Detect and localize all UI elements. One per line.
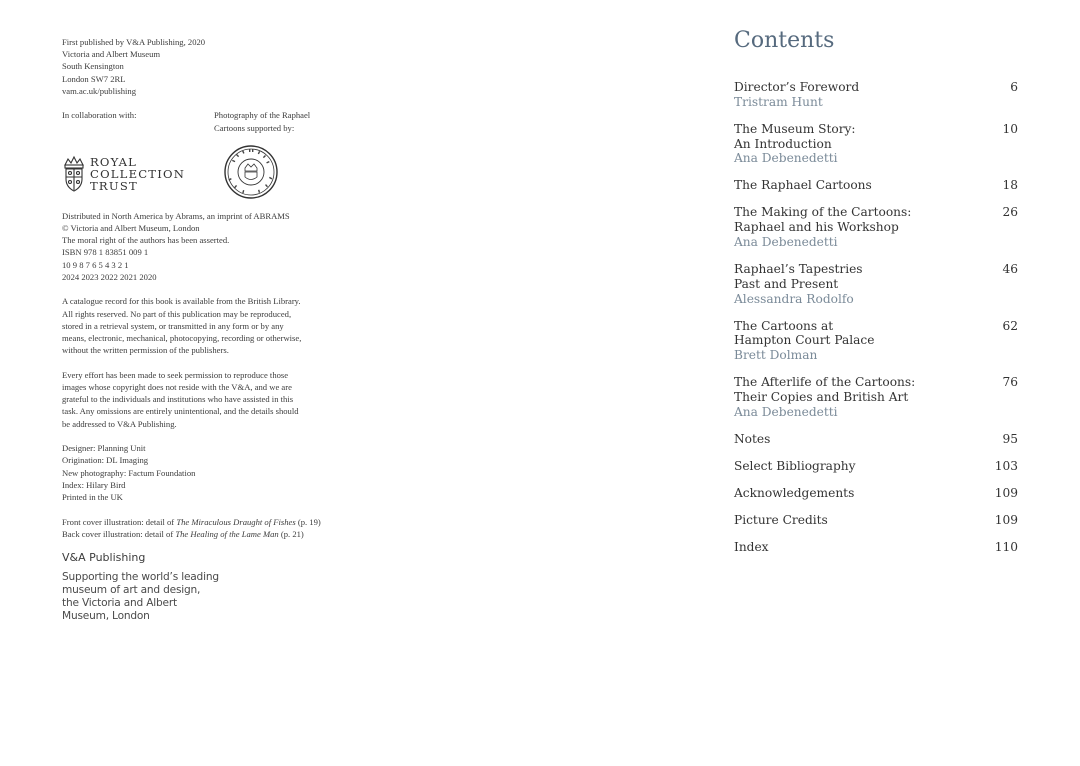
contents-entry-title: Index [734,539,769,554]
logo-line: TRUST [90,178,138,193]
print-number-line: 10 9 8 7 6 5 4 3 2 1 [62,259,129,270]
photography-label-line: Photography of the Raphael [214,110,311,121]
contents-entry [734,540,1018,555]
permissions-line: grateful to the individuals and institutions who have assisted in this [62,394,294,405]
imprint-line: Victoria and Albert Museum [62,49,161,60]
contents-entry-title: Raphael’s Tapestries [734,261,863,276]
collaboration-row [62,109,352,133]
contents-entry-author: Ana Debenedetti [734,234,838,249]
contents-entry [734,178,1018,193]
contents-entry-title: An Introduction [734,136,832,151]
imprint-line: First published by V&A Publishing, 2020 [62,37,206,47]
copyright-notice: © Victoria and Albert Museum, London [62,223,200,234]
contents-entry-title: The Museum Story: [734,121,856,136]
credit-line: Index: Hilary Bird [62,479,126,490]
contents-entry-author: Ana Debenedetti [734,404,838,419]
imprint-block [62,36,352,97]
rights-line: without the written permission of the publishers. [62,345,229,356]
contents-entry-author: Brett Dolman [734,348,818,363]
contents-entry-title: Hampton Court Palace [734,333,875,348]
contents-entry-page: 46 [1002,261,1018,276]
contents-entry-title: The Cartoons at [734,318,834,333]
distribution-note: Distributed in North America by Abrams, an imprint of ABRAMS [62,210,290,221]
contents-entry [734,205,1018,249]
contents-entry-page: 62 [1002,318,1018,333]
contents-list [734,80,1018,554]
contents-entry-author: Alessandra Rodolfo [734,291,854,306]
contents-entry [734,375,1018,419]
publisher-block [62,552,352,622]
contents-entry-page: 76 [1002,375,1018,390]
print-year-line: 2024 2023 2022 2021 2020 [62,271,157,282]
credit-line: Designer: Planning Unit [62,443,146,454]
contents-entry-title: Raphael and his Workshop [734,220,899,235]
contents-entry-page: 95 [1002,431,1018,446]
photography-label-line: Cartoons supported by: [214,122,295,133]
imprint-line: London SW7 2RL [62,73,126,84]
royal-collection-trust-wordmark [90,156,185,192]
rights-reserved [62,308,352,357]
rights-line: stored in a retrieval system, or transmitted in any form or by any [62,320,284,331]
contents-entry-title: Select Bibliography [734,458,856,473]
credit-line: Printed in the UK [62,492,123,503]
logo-line: ROYAL [90,154,138,169]
crown-crest-icon [62,155,86,193]
contents-entry [734,319,1018,363]
contents-entry-page: 109 [994,512,1018,527]
permissions-line: be addressed to V&A Publishing. [62,418,177,429]
isbn: ISBN 978 1 83851 009 1 [62,247,149,258]
contents-entry-page: 18 [1002,178,1018,193]
credit-line: Origination: DL Imaging [62,455,149,466]
credit-line: New photography: Factum Foundation [62,467,196,478]
contents-entry-title: Notes [734,431,771,446]
permissions-line: task. Any omissions are entirely unintentional, and the details should [62,406,299,417]
contents-entry-page: 103 [994,458,1018,473]
contents-entry [734,80,1018,110]
collaboration-label: In collaboration with: [62,110,137,121]
contents-entry [734,122,1018,166]
tagline-line: the Victoria and Albert [62,596,177,609]
back-cover-credit: Back cover illustration: detail of The Healing of the Lame Man (p. 21) [62,528,304,539]
permissions-line: Every effort has been made to seek permission to reproduce those [62,369,289,380]
contents-entry-title: Past and Present [734,276,839,291]
contents-entry-title: The Making of the Cartoons: [734,205,912,220]
contents-entry-title: The Afterlife of the Cartoons: [734,375,916,390]
contents-entry-title: The Raphael Cartoons [734,178,872,193]
contents-entry-page: 10 [1002,121,1018,136]
contents-entry-author: Tristram Hunt [734,94,823,109]
print-run-lines [62,259,352,283]
contents-page [734,28,1018,567]
publisher-name: V&A Publishing [62,551,146,565]
contents-entry [734,513,1018,528]
tagline-line: Supporting the world’s leading [62,570,219,583]
publisher-tagline [62,571,352,623]
contents-entry-page: 110 [994,539,1018,554]
contents-title: Contents [734,28,835,53]
logo-line: COLLECTION [90,166,186,181]
permissions-line: images whose copyright does not reside with the V&A, and we are [62,382,292,393]
tagline-line: museum of art and design, [62,583,201,596]
tagline-line: Museum, London [62,609,150,622]
sponsor-logos [62,146,352,202]
contents-entry-title: Acknowledgements [734,485,855,500]
moral-right-note: The moral right of the authors has been asserted. [62,235,230,246]
contents-entry-title: Director’s Foreword [734,80,860,94]
royal-collection-trust-logo [62,155,185,193]
production-credits [62,442,352,503]
photography-label [214,109,344,133]
front-cover-credit: Front cover illustration: detail of The Miraculous Draught of Fishes (p. 19) [62,516,321,527]
catalogue-record: A catalogue record for this book is available from the British Library. [62,296,301,307]
permissions-note [62,369,352,430]
imprint-line: South Kensington [62,61,124,72]
royal-commission-seal [219,144,283,203]
contents-entry-page: 6 [1010,80,1018,94]
contents-entry-title: Picture Credits [734,512,828,527]
commission-seal-icon [219,144,283,200]
imprint-url: vam.ac.uk/publishing [62,85,136,96]
contents-entry [734,262,1018,306]
contents-entry [734,459,1018,474]
rights-line: means, electronic, mechanical, photocopying, recording or otherwise, [62,333,302,344]
contents-entry [734,486,1018,501]
copyright-page [62,36,352,623]
contents-entry [734,432,1018,447]
contents-entry-author: Ana Debenedetti [734,151,838,166]
rights-line: All rights reserved. No part of this publication may be reproduced, [62,308,292,319]
contents-entry-title: Their Copies and British Art [734,389,909,404]
contents-entry-page: 26 [1002,205,1018,220]
contents-entry-page: 109 [994,485,1018,500]
cover-illustrations [62,516,352,540]
